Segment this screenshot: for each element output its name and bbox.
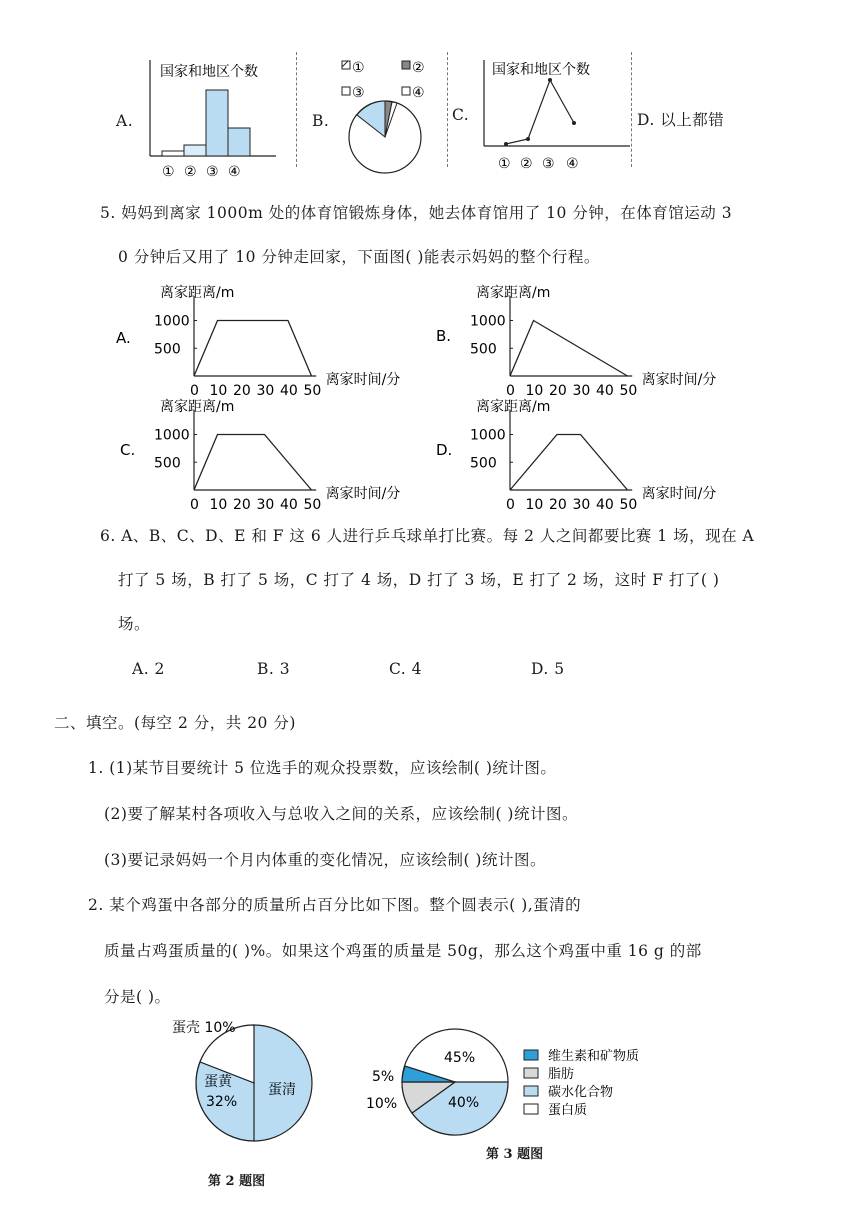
pie-q2-shell-label: 蛋壳 10% (172, 1020, 236, 1036)
q5-graph-d-line (510, 435, 628, 491)
q5-graph-a-x-tick-3: 30 (256, 383, 275, 399)
pie-q3-nutrition (362, 1026, 522, 1146)
q5-graph-b-y-title: 离家距离/m (476, 285, 551, 301)
q5-graph-c-x-tick-5: 50 (303, 497, 322, 513)
pie-q2-egg-parts (168, 1014, 328, 1164)
q4-divider-3 (631, 52, 632, 167)
q5-graph-d-label: D. (436, 441, 453, 459)
q5-graph-a-label: A. (116, 329, 131, 347)
q4-a-axis-title: 国家和地区个数 (160, 64, 258, 80)
q6-choice-b: B. 3 (257, 660, 291, 678)
q4-b-legend-swatch-2 (402, 61, 410, 69)
q5-graph-c-y-title: 离家距离/m (160, 399, 235, 415)
q5-graph-d-y-tick-1: 500 (470, 455, 497, 472)
q4-option-d-label: D. 以上都错 (637, 111, 725, 129)
q5-graph-d-x-tick-3: 30 (572, 497, 591, 513)
q4-b-legend-3: ③ (352, 85, 365, 101)
q4-option-a-bar-chart (140, 52, 280, 182)
q5-graph-a-x-title: 离家时间/分 (325, 372, 401, 388)
q5-graph-c-x-tick-1: 10 (209, 497, 228, 513)
pie-q3-legend-4: 蛋白质 (548, 1103, 588, 1118)
q5-graph-a-x-tick-2: 20 (233, 383, 251, 399)
pie-q2-yolk-pct: 32% (206, 1094, 238, 1110)
q4-a-tick-3: ③ (206, 164, 219, 180)
q5-graph-c-x-tick-4: 40 (280, 497, 298, 513)
q4-option-c-line-chart (476, 52, 632, 180)
q5-graph-b-x-title: 离家时间/分 (641, 372, 717, 388)
q4-c-tick-2: ② (520, 156, 533, 172)
q4-c-tick-3: ③ (542, 156, 555, 172)
q4-a-bar-3 (206, 90, 228, 156)
q5-graph-d-x-title: 离家时间/分 (641, 486, 717, 502)
q5-graph-a-line (194, 321, 312, 377)
q4-option-c-label: C. (452, 106, 470, 124)
q6-choice-a: A. 2 (132, 660, 165, 678)
q4-a-tick-2: ② (184, 164, 197, 180)
q5-graph-b-label: B. (436, 327, 452, 345)
q5-line-2: 0 分钟后又用了 10 分钟走回家，下面图( )能表示妈妈的整个行程。 (118, 248, 600, 266)
s2-q2-line-3: 分是( )。 (104, 988, 171, 1006)
q4-c-tick-4: ④ (566, 156, 579, 172)
q5-graph-b-x-tick-3: 30 (572, 383, 591, 399)
s2-q2-line-1: 2. 某个鸡蛋中各部分的质量所占百分比如下图。整个圆表示( ),蛋清的 (88, 896, 582, 914)
q4-b-legend-1: ① (352, 60, 365, 76)
q4-divider-1 (296, 52, 297, 167)
q5-graph-a-y-tick-0: 1000 (154, 313, 190, 330)
q5-graph-c-x-tick-0: 0 (190, 497, 199, 513)
pie-q2-caption: 第 2 题图 (208, 1174, 266, 1189)
pie-q3-label-5: 5% (372, 1069, 395, 1085)
pie-q3-legend-2: 脂肪 (548, 1067, 575, 1082)
q5-graph-b-x-tick-1: 10 (525, 383, 544, 399)
q5-graph-c-line (194, 435, 312, 491)
q5-graph-a-x-tick-0: 0 (190, 383, 199, 399)
q4-b-legend-2: ② (412, 60, 425, 76)
q5-graph-a (116, 282, 446, 399)
section-2-title: 二、填空。(每空 2 分，共 20 分) (54, 714, 296, 732)
q4-a-bar-1 (162, 151, 184, 156)
q6-choice-d: D. 5 (531, 660, 565, 678)
q5-graph-b-y-tick-0: 1000 (470, 313, 506, 330)
s2-q2-line-2: 质量占鸡蛋质量的( )%。如果这个鸡蛋的质量是 50g，那么这个鸡蛋中重 16 g 的部 (104, 942, 702, 960)
q5-graph-c-y-tick-0: 1000 (154, 427, 190, 444)
q5-graph-c-x-title: 离家时间/分 (325, 486, 401, 502)
q4-option-b-pie-chart (334, 54, 444, 176)
q4-a-tick-1: ① (162, 164, 175, 180)
q5-graph-c (116, 396, 446, 513)
q5-graph-d-y-tick-0: 1000 (470, 427, 506, 444)
pie-q3-legend (520, 1044, 710, 1122)
q6-choice-c: C. 4 (389, 660, 423, 678)
q5-graph-d-x-tick-1: 10 (525, 497, 544, 513)
q4-c-series-line (506, 80, 574, 144)
q5-graph-b-y-tick-1: 500 (470, 341, 497, 358)
q5-graph-d-x-tick-0: 0 (506, 497, 515, 513)
pie-q2-white-label: 蛋清 (268, 1082, 296, 1098)
q5-graph-a-x-tick-1: 10 (209, 383, 228, 399)
q4-option-a-label: A. (116, 112, 134, 130)
q5-graph-a-x-tick-4: 40 (280, 383, 298, 399)
q5-graph-c-label: C. (120, 441, 136, 459)
q4-b-legend-4: ④ (412, 85, 425, 101)
s2-q1-part-1: 1. (1)某节目要统计 5 位选手的观众投票数，应该绘制( )统计图。 (88, 759, 557, 777)
q5-graph-a-x-tick-5: 50 (303, 383, 322, 399)
q5-graph-b-x-tick-0: 0 (506, 383, 515, 399)
q5-graph-d-y-title: 离家距离/m (476, 399, 551, 415)
q5-line-1: 5. 妈妈到离家 1000m 处的体育馆锻炼身体，她去体育馆用了 10 分钟，在体育馆运动 3 (100, 204, 733, 222)
q5-graph-b-x-tick-2: 20 (549, 383, 567, 399)
q5-graph-d (432, 396, 762, 513)
pie-q3-label-40: 40% (448, 1095, 480, 1111)
pie-q3-legend-3: 碳水化合物 (548, 1085, 614, 1100)
pie-q3-label-10: 10% (366, 1096, 398, 1112)
q6-line-1: 6. A、B、C、D、E 和 F 这 6 人进行乒乓球单打比赛。每 2 人之间都要比赛 1 场，现在 A (100, 527, 755, 545)
s2-q1-part-2: (2)要了解某村各项收入与总收入之间的关系，应该绘制( )统计图。 (104, 805, 578, 823)
q6-line-3: 场。 (118, 615, 151, 633)
q4-a-bar-4 (228, 128, 250, 156)
q5-graph-b (432, 282, 762, 399)
q5-graph-c-x-tick-2: 20 (233, 497, 251, 513)
q4-b-legend-swatch-4 (402, 87, 410, 95)
pie-q3-label-45: 45% (444, 1050, 476, 1066)
q4-divider-2 (447, 52, 448, 167)
q4-b-legend-swatch-1 (342, 61, 350, 69)
pie-q3-caption: 第 3 题图 (486, 1147, 544, 1162)
q4-c-axis-title: 国家和地区个数 (492, 62, 590, 78)
q4-b-legend-swatch-3 (342, 87, 350, 95)
s2-q1-part-3: (3)要记录妈妈一个月内体重的变化情况，应该绘制( )统计图。 (104, 851, 546, 869)
q5-graph-a-y-title: 离家距离/m (160, 285, 235, 301)
q4-option-b-label: B. (312, 112, 330, 130)
q4-a-tick-4: ④ (228, 164, 241, 180)
q5-graph-c-y-tick-1: 500 (154, 455, 181, 472)
q5-graph-d-x-tick-5: 50 (619, 497, 638, 513)
q5-graph-a-y-tick-1: 500 (154, 341, 181, 358)
q4-a-bar-2 (184, 145, 206, 156)
q5-graph-d-x-tick-2: 20 (549, 497, 567, 513)
q4-c-tick-1: ① (498, 156, 511, 172)
pie-q2-yolk-label: 蛋黄 (204, 1074, 232, 1090)
q5-graph-c-x-tick-3: 30 (256, 497, 275, 513)
q5-graph-b-x-tick-5: 50 (619, 383, 638, 399)
pie-q3-legend-1: 维生素和矿物质 (548, 1049, 640, 1064)
q5-graph-b-x-tick-4: 40 (596, 383, 614, 399)
q5-graph-d-x-tick-4: 40 (596, 497, 614, 513)
q6-line-2: 打了 5 场，B 打了 5 场，C 打了 4 场，D 打了 3 场，E 打了 2 场，这时 F 打了( ) (118, 571, 720, 589)
q5-graph-b-line (510, 321, 628, 377)
